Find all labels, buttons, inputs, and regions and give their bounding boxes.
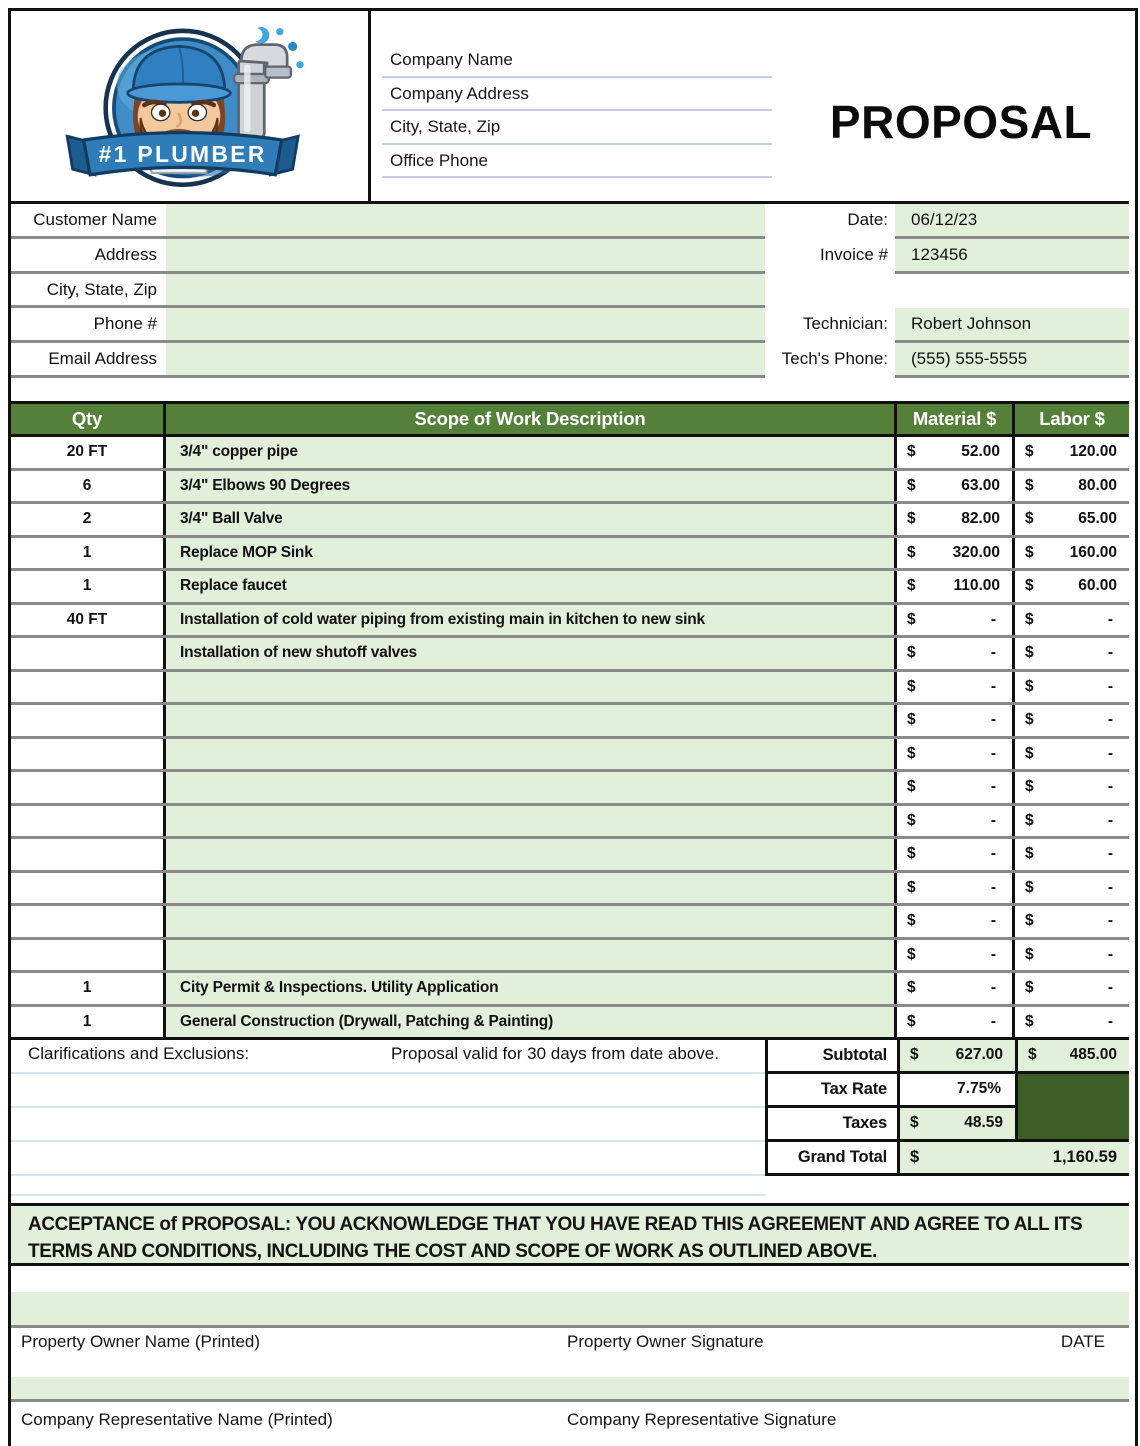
company-fields — [382, 44, 772, 178]
material-cell[interactable] — [897, 638, 1015, 669]
qty-cell[interactable]: 2 — [11, 504, 166, 535]
material-cell[interactable] — [897, 973, 1015, 1004]
description-cell[interactable]: Replace MOP Sink — [166, 538, 897, 569]
currency-symbol: $ — [907, 811, 916, 829]
material-cell-value: - — [990, 1012, 996, 1030]
currency-symbol: $ — [910, 1114, 919, 1131]
currency-symbol: $ — [1025, 1012, 1034, 1030]
invoice-value[interactable]: 123456 — [895, 239, 1129, 274]
description-cell[interactable]: Installation of new shutoff valves — [166, 638, 897, 669]
material-cell[interactable] — [897, 437, 1015, 468]
subtotal-labor-value: 485.00 — [1069, 1046, 1117, 1063]
labor-cell[interactable] — [1015, 504, 1129, 535]
currency-symbol: $ — [910, 1046, 919, 1063]
description-cell[interactable]: 3/4" copper pipe — [166, 437, 897, 468]
labor-cell-value: - — [1107, 644, 1113, 661]
description-cell[interactable]: City Permit & Inspections. Utility Application — [166, 973, 897, 1004]
grand-total-cell — [897, 1142, 1129, 1176]
validity-note: Proposal valid for 30 days from date above. — [391, 1044, 719, 1063]
currency-symbol: $ — [907, 510, 916, 527]
qty-cell[interactable] — [11, 772, 166, 803]
material-cell-value: - — [990, 845, 996, 862]
currency-symbol: $ — [907, 744, 916, 762]
labor-cell-value: - — [1107, 878, 1113, 896]
material-cell[interactable] — [897, 806, 1015, 837]
clarifications-blank-row[interactable] — [11, 1142, 765, 1176]
material-cell-value: - — [990, 778, 996, 795]
customer-section — [11, 204, 1129, 378]
logo-banner — [67, 133, 298, 175]
material-cell[interactable] — [897, 906, 1015, 937]
signature-input-band-owner[interactable] — [11, 1292, 1129, 1325]
customer-name-input[interactable] — [166, 204, 765, 236]
work-row — [11, 1007, 1129, 1038]
currency-symbol: $ — [907, 845, 916, 862]
qty-cell[interactable]: 40 FT — [11, 605, 166, 636]
header-right — [371, 11, 1129, 201]
material-cell-value: 320.00 — [952, 543, 1000, 561]
labor-cell[interactable] — [1015, 839, 1129, 870]
description-cell[interactable] — [166, 739, 897, 770]
work-row — [11, 873, 1129, 907]
labor-cell-value: - — [1107, 711, 1113, 728]
taxes-label: Taxes — [765, 1108, 897, 1142]
qty-cell[interactable] — [11, 873, 166, 904]
currency-symbol: $ — [1025, 744, 1034, 762]
labor-cell-value: - — [1107, 945, 1113, 963]
rep-name-label: Company Representative Name (Printed) — [21, 1410, 333, 1429]
currency-symbol: $ — [1025, 778, 1034, 795]
labor-cell-value: - — [1107, 811, 1113, 829]
qty-cell[interactable] — [11, 839, 166, 870]
clarifications-blank-row[interactable] — [11, 1074, 765, 1108]
header-section — [11, 11, 1129, 204]
labor-cell[interactable] — [1015, 571, 1129, 602]
description-cell[interactable]: 3/4" Elbows 90 Degrees — [166, 471, 897, 502]
labor-cell[interactable] — [1015, 906, 1129, 937]
address-label: Address — [94, 244, 157, 264]
labor-cell[interactable] — [1015, 940, 1129, 971]
material-cell-value: - — [990, 912, 996, 929]
material-cell[interactable] — [897, 940, 1015, 971]
material-cell[interactable] — [897, 605, 1015, 636]
labor-cell-value: 65.00 — [1078, 510, 1117, 527]
customer-row — [11, 239, 1129, 274]
work-row — [11, 638, 1129, 672]
currency-symbol: $ — [907, 1012, 916, 1030]
description-cell[interactable] — [166, 672, 897, 703]
qty-cell[interactable]: 1 — [11, 1007, 166, 1038]
qty-cell[interactable]: 1 — [11, 538, 166, 569]
description-cell[interactable] — [166, 705, 897, 736]
currency-symbol: $ — [907, 778, 916, 795]
pipe-icon — [234, 45, 291, 139]
currency-symbol: $ — [1025, 912, 1034, 929]
taxes-cell — [897, 1108, 1015, 1142]
labor-cell-value: - — [1107, 1012, 1113, 1030]
labor-cell-value: - — [1107, 744, 1113, 762]
customer-address-input[interactable] — [166, 239, 765, 271]
customer-row — [11, 274, 1129, 309]
material-cell[interactable] — [897, 538, 1015, 569]
labor-cell-value: 120.00 — [1069, 443, 1117, 460]
labor-cell-value: - — [1107, 610, 1113, 628]
material-cell-value: - — [990, 677, 996, 695]
date-signature-label: DATE — [1060, 1332, 1105, 1351]
work-row — [11, 906, 1129, 940]
customer-phone-input[interactable] — [166, 308, 765, 340]
material-cell-value: - — [990, 811, 996, 829]
currency-symbol: $ — [907, 912, 916, 929]
labor-cell[interactable] — [1015, 1007, 1129, 1038]
description-cell[interactable]: Replace faucet — [166, 571, 897, 602]
tax-rate-value: 7.75% — [957, 1080, 1001, 1097]
work-row — [11, 538, 1129, 572]
labor-cell[interactable] — [1015, 538, 1129, 569]
material-cell[interactable] — [897, 504, 1015, 535]
labor-cell-value: - — [1107, 979, 1113, 996]
subtotal-labor-cell — [1015, 1040, 1129, 1074]
tech-phone-label: Tech's Phone: — [781, 349, 888, 369]
company-city-state-zip-field[interactable]: City, State, Zip — [382, 111, 772, 145]
labor-cell-value: - — [1107, 845, 1113, 862]
labor-cell-value: 80.00 — [1078, 476, 1117, 494]
work-row — [11, 806, 1129, 840]
material-cell-value: - — [990, 711, 996, 728]
labor-cell-value: 60.00 — [1078, 577, 1117, 594]
currency-symbol: $ — [1025, 811, 1034, 829]
qty-cell[interactable] — [11, 739, 166, 770]
totals-section — [11, 1040, 1129, 1176]
currency-symbol: $ — [907, 677, 916, 695]
currency-symbol: $ — [1025, 443, 1034, 460]
email-label: Email Address — [48, 349, 157, 369]
labor-cell[interactable] — [1015, 605, 1129, 636]
labor-column-header: Labor $ — [1039, 408, 1105, 429]
material-cell[interactable] — [897, 471, 1015, 502]
labor-cell[interactable] — [1015, 772, 1129, 803]
currency-symbol: $ — [907, 577, 916, 594]
material-cell-value: - — [990, 744, 996, 762]
work-row — [11, 672, 1129, 706]
taxes-value: 48.59 — [964, 1114, 1003, 1131]
material-cell-value: - — [990, 979, 996, 996]
currency-symbol: $ — [1025, 510, 1034, 527]
material-cell-value: 82.00 — [961, 510, 1000, 527]
work-row — [11, 605, 1129, 639]
material-cell[interactable] — [897, 739, 1015, 770]
currency-symbol: $ — [910, 1148, 920, 1166]
subtotal-material-value: 627.00 — [955, 1046, 1003, 1063]
currency-symbol: $ — [1025, 644, 1034, 661]
qty-cell[interactable] — [11, 705, 166, 736]
customer-row — [11, 204, 1129, 239]
date-label: Date: — [847, 210, 888, 229]
clarifications-blank-row[interactable] — [11, 1108, 765, 1142]
labor-cell[interactable] — [1015, 471, 1129, 502]
qty-cell[interactable]: 20 FT — [11, 437, 166, 468]
customer-email-input[interactable] — [166, 343, 765, 375]
material-cell-value: 110.00 — [953, 577, 1000, 594]
logo-banner-text: #1 PLUMBER — [98, 140, 267, 167]
scope-of-work-table — [11, 401, 1129, 1040]
table-header-row — [11, 401, 1129, 437]
work-row — [11, 705, 1129, 739]
labor-cell[interactable] — [1015, 739, 1129, 770]
company-name-field[interactable]: Company Name — [382, 44, 772, 78]
currency-symbol: $ — [907, 945, 916, 963]
currency-symbol: $ — [1025, 577, 1034, 594]
qty-cell[interactable] — [11, 940, 166, 971]
material-cell[interactable] — [897, 1007, 1015, 1038]
currency-symbol: $ — [907, 644, 916, 661]
currency-symbol: $ — [1025, 979, 1034, 996]
currency-symbol: $ — [1025, 677, 1034, 695]
subtotal-material-cell — [897, 1040, 1015, 1074]
labor-cell[interactable] — [1015, 973, 1129, 1004]
company-address-field[interactable]: Company Address — [382, 78, 772, 112]
material-cell[interactable] — [897, 839, 1015, 870]
tech-phone-value[interactable]: (555) 555-5555 — [895, 343, 1129, 378]
material-cell-value: - — [990, 945, 996, 963]
work-row — [11, 839, 1129, 873]
customer-row — [11, 343, 1129, 378]
labor-cell[interactable] — [1015, 638, 1129, 669]
material-cell-value: 63.00 — [961, 476, 1000, 494]
material-cell[interactable] — [897, 705, 1015, 736]
description-cell[interactable] — [166, 806, 897, 837]
technician-label: Technician: — [802, 314, 888, 334]
work-row — [11, 940, 1129, 974]
qty-cell[interactable] — [11, 672, 166, 703]
currency-symbol: $ — [1025, 543, 1034, 561]
labor-cell-value: - — [1107, 912, 1113, 929]
qty-column-header: Qty — [11, 404, 166, 434]
page-title: PROPOSAL — [829, 96, 1093, 148]
subtotal-label: Subtotal — [765, 1040, 897, 1074]
logo-cell — [11, 11, 371, 201]
labor-cell[interactable] — [1015, 672, 1129, 703]
signature-input-band-rep[interactable] — [11, 1377, 1129, 1399]
material-cell-value: - — [990, 610, 996, 628]
currency-symbol: $ — [907, 711, 916, 728]
labor-cell-value: 160.00 — [1069, 543, 1117, 561]
work-row — [11, 504, 1129, 538]
labor-totals-filler-block — [1015, 1074, 1129, 1142]
description-cell[interactable] — [166, 873, 897, 904]
customer-city-input[interactable] — [166, 274, 765, 306]
date-value[interactable]: 06/12/23 — [895, 204, 1129, 239]
qty-cell[interactable]: 1 — [11, 973, 166, 1004]
rep-signature-label: Company Representative Signature — [567, 1410, 837, 1429]
labor-cell-value: - — [1107, 677, 1113, 695]
currency-symbol: $ — [907, 979, 916, 996]
technician-value[interactable]: Robert Johnson — [895, 308, 1129, 343]
description-cell[interactable]: General Construction (Drywall, Patching & Painting) — [166, 1007, 897, 1038]
owner-name-label: Property Owner Name (Printed) — [21, 1332, 261, 1351]
description-cell[interactable]: Installation of cold water piping from existing main in kitchen to new sink — [166, 605, 897, 636]
tax-rate-cell[interactable] — [897, 1074, 1015, 1108]
currency-symbol: $ — [907, 610, 916, 628]
qty-cell[interactable] — [11, 806, 166, 837]
description-cell[interactable]: 3/4" Ball Valve — [166, 504, 897, 535]
work-row — [11, 772, 1129, 806]
material-cell[interactable] — [897, 571, 1015, 602]
splash-icon — [255, 27, 269, 44]
rep-signature-row — [11, 1402, 1129, 1441]
plumber-logo — [25, 14, 355, 198]
labor-cell[interactable] — [1015, 705, 1129, 736]
description-cell[interactable] — [166, 772, 897, 803]
currency-symbol: $ — [1028, 1046, 1037, 1063]
qty-cell[interactable]: 6 — [11, 471, 166, 502]
customer-row — [11, 308, 1129, 343]
customer-name-label: Customer Name — [33, 210, 157, 229]
acceptance-statement — [11, 1203, 1129, 1266]
currency-symbol: $ — [1025, 845, 1034, 862]
phone-label: Phone # — [93, 314, 157, 334]
work-row — [11, 437, 1129, 471]
clarifications-blank-row[interactable] — [11, 1176, 765, 1196]
owner-signature-label: Property Owner Signature — [567, 1332, 764, 1351]
document-body — [8, 8, 1138, 1446]
clarifications-row — [11, 1040, 765, 1074]
description-cell[interactable] — [166, 839, 897, 870]
currency-symbol: $ — [1025, 476, 1034, 494]
clarifications-label: Clarifications and Exclusions: — [28, 1044, 250, 1063]
currency-symbol: $ — [1025, 711, 1034, 728]
work-row — [11, 973, 1129, 1007]
description-column-header: Scope of Work Description — [166, 404, 897, 434]
currency-symbol: $ — [907, 878, 916, 896]
invoice-label: Invoice # — [819, 244, 888, 264]
labor-cell[interactable] — [1015, 437, 1129, 468]
qty-cell[interactable] — [11, 638, 166, 669]
description-cell[interactable] — [166, 906, 897, 937]
grand-total-label: Grand Total — [765, 1142, 897, 1176]
tax-rate-label: Tax Rate — [765, 1074, 897, 1108]
grand-total-value: 1,160.59 — [1052, 1148, 1117, 1166]
labor-cell[interactable] — [1015, 806, 1129, 837]
company-office-phone-field[interactable]: Office Phone — [382, 145, 772, 179]
currency-symbol: $ — [907, 443, 916, 460]
material-cell-value: - — [990, 644, 996, 661]
material-cell[interactable] — [897, 672, 1015, 703]
material-cell[interactable] — [897, 873, 1015, 904]
labor-cell-value: - — [1107, 778, 1113, 795]
qty-cell[interactable] — [11, 906, 166, 937]
work-row — [11, 739, 1129, 773]
table-body — [11, 437, 1129, 1037]
owner-signature-row — [11, 1328, 1129, 1377]
currency-symbol: $ — [907, 543, 916, 561]
currency-symbol: $ — [1025, 878, 1034, 896]
work-row — [11, 571, 1129, 605]
material-cell-value: - — [990, 878, 996, 896]
material-cell[interactable] — [897, 772, 1015, 803]
work-row — [11, 471, 1129, 505]
city-state-zip-label: City, State, Zip — [46, 279, 157, 299]
acceptance-line1: ACCEPTANCE of PROPOSAL: YOU ACKNOWLEDGE THAT YOU HAVE READ THIS AGREEMENT AND AGREE TO ALL ITS — [28, 1214, 1083, 1235]
currency-symbol: $ — [1025, 945, 1034, 963]
currency-symbol: $ — [907, 476, 916, 494]
material-column-header: Material $ — [897, 404, 1015, 434]
qty-cell[interactable]: 1 — [11, 571, 166, 602]
currency-symbol: $ — [1025, 610, 1034, 628]
labor-cell[interactable] — [1015, 873, 1129, 904]
acceptance-line2: TERMS AND CONDITIONS, INCLUDING THE COST AND SCOPE OF WORK AS OUTLINED ABOVE. — [28, 1241, 877, 1262]
description-cell[interactable] — [166, 940, 897, 971]
material-cell-value: 52.00 — [961, 443, 1000, 460]
